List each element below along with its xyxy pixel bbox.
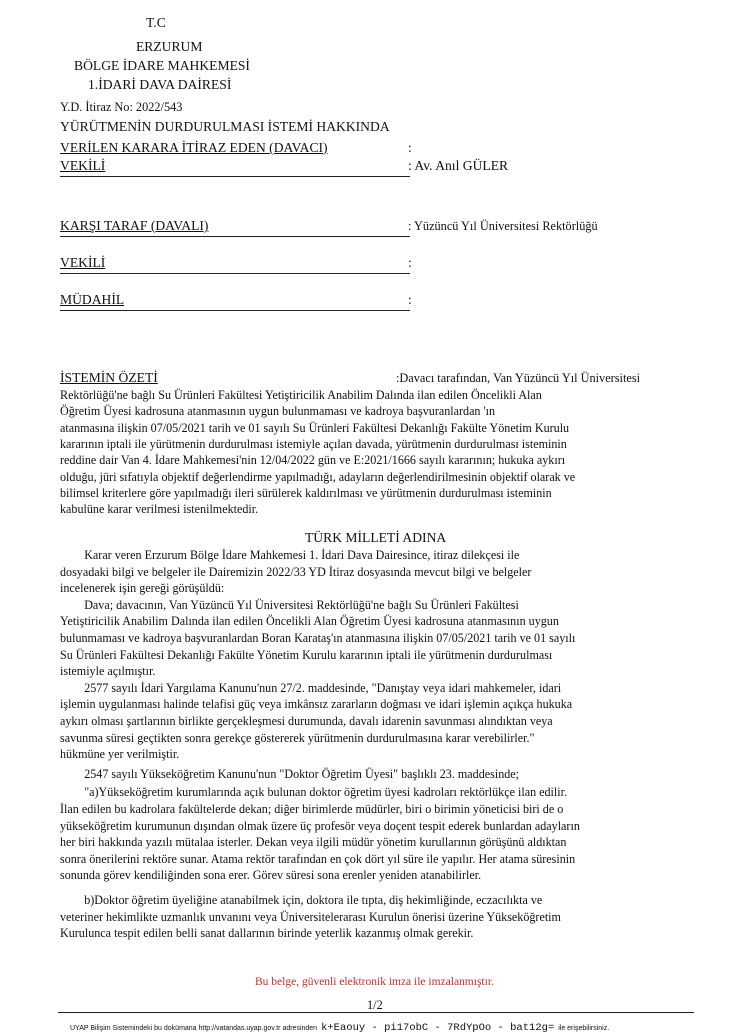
summary-line: olduğu, jüri sıfatıyla objektif değerlendirme yapılmadığı, adayların değerlendirilmesinin objektif olarak ve [60,469,576,484]
decision-line: Dava; davacının, Van Yüzüncü Yıl Üniversitesi Rektörlüğü'ne bağlı Su Ürünleri Fakültesi [60,597,519,612]
decision-line: dosyadaki bilgi ve belgeler ile Dairemizin 2022/33 YD İtiraz dosyasında mevcut bilgi ve belgeler [60,564,532,579]
decision-line: sonra önerilerini rektöre sunar. Atama rektör tarafından en çok dört yıl süre ile yapılır. Her atama süresinin [60,851,576,866]
footer-code: k+Eaouy - pi17obC - 7RdYpOo - bat12g= [321,1022,555,1034]
decision-line: savunma süresi geçtikten sonra gerekçe göstererek yürütmenin durdurulmasına karar verebilirler." [60,730,535,745]
summary-line: kabulüne karar verilmesi istenilmektedir. [60,502,259,517]
decision-line: Kurulunca tespit edilen belli sanat dallarının birinde yeterlik kazanmış olmak gerekir. [60,926,474,941]
summary-line: atanmasına ilişkin 07/05/2021 tarih ve 01 sayılı Su Ürünleri Fakültesi Dekanlığı Fakülte Yönetim Kurulu [60,420,570,435]
page-number: 1/2 [367,998,383,1012]
vekili2-label: VEKİLİ [60,255,106,270]
header-city: ERZURUM [136,39,203,54]
vekili-value: : Av. Anıl GÜLER [408,158,509,173]
footer-rule [58,1012,694,1013]
footer-line [70,1017,609,1035]
header-court: BÖLGE İDARE MAHKEMESİ [74,58,250,73]
decision-line: incelenerek işin gereği görüşüldü: [60,581,225,596]
mudahil-label: MÜDAHİL [60,292,125,307]
header-chamber: 1.İDARİ DAVA DAİRESİ [88,77,232,92]
decision-line: Karar veren Erzurum Bölge İdare Mahkemesi 1. İdari Dava Dairesince, itiraz dilekçesi ile [60,548,520,562]
decision-line: Su Ürünleri Fakültesi Dekanlığı Fakülte Yönetim Kurulu kararının iptali ile yürütmenin durdurulması [60,647,553,662]
parties-heading-line2: VERİLEN KARARA İTİRAZ EDEN (DAVACI) [60,140,328,155]
signature-note: Bu belge, güvenli elektronik imza ile imzalanmıştır. [255,976,494,988]
summary-line: kararının iptali ile yürütmenin durdurulması istemiyle açılan davada, yürütmenin durdurulması isteminin [60,436,567,451]
decision-line: "a)Yükseköğretim kurumlarında açık bulunan doktor öğretim üyesi kadroları rektörlükçe ilan edilir. [60,785,568,800]
mudahil-value: : [408,292,412,307]
case-number: Y.D. İtiraz No: 2022/543 [60,100,183,114]
decision-line: sonunda görev kendiliğinden sona erer. Görev süresi sona erenler yeniden atanabilirler. [60,868,482,883]
decision-line: İlan edilen bu kadrolara fakültelerde dekan; diğer birimlerde müdürler, biri o birimin yöneticisi biri de o [60,802,564,816]
decision-line: aykırı olması şartlarının birlikte gerçekleşmesi durumunda, davalı idarenin savunması alındıktan veya [60,714,553,728]
parties-rule [60,176,410,177]
karsi-taraf-label: KARŞI TARAF (DAVALI) [60,218,209,233]
parties-heading-colon: : [408,140,412,155]
decision-line: Yetiştiricilik Anabilim Dalında ilan edilen Öncelikli Alan Öğretim Üyesi kadrosuna atanmasının uygun [60,614,559,629]
karsi-taraf-value: : Yüzüncü Yıl Üniversitesi Rektörlüğü [408,219,598,233]
summary-line: bilimsel kriterlere göre yapılmadığı ileri sürülerek kaldırılması ve yürütmenin durdurulması isteminin [60,485,552,500]
vekili2-rule [60,273,410,274]
decision-line: b)Doktor öğretim üyeliğine atanabilmek için, doktora ile tıpta, diş hekimliğinde, eczacılıkta ve [60,893,543,907]
decision-line: bulunmaması ve kadroya başvuranlardan Boran Karataş'ın atanmasına ilişkin 07/05/2021 tarih ve 01 sayılı [60,631,576,645]
header-tc: T.C [146,15,166,30]
mudahil-rule [60,310,410,311]
decision-line: her biri hakkında yazılı mütalaa isterler. Dekan veya ilgili müdür yönetim kurullarının görüşünü aldıktan [60,835,567,850]
decision-line: 2547 sayılı Yükseköğretim Kanunu'nun "Doktor Öğretim Üyesi" başlıklı 23. maddesinde; [60,766,520,781]
vekili2-value: : [408,255,412,270]
summary-line: Öğretim Üyesi kadrosuna atanmasının uygun bulunmaması ve kadroya başvuranlardan 'ın [60,404,496,419]
decision-line: hükmüne yer verilmiştir. [60,747,180,762]
decision-line: 2577 sayılı İdari Yargılama Kanunu'nun 27/2. maddesinde, "Danıştay veya idari mahkemeler, idari [60,680,562,695]
summary-line: reddine dair Van 4. İdare Mahkemesi'nin 12/04/2022 gün ve E:2021/1666 sayılı kararının; hukuka aykırı [60,453,566,468]
decision-title: TÜRK MİLLETİ ADINA [305,530,447,545]
footer-suffix: ile erişebilirsiniz. [558,1025,610,1032]
decision-line: veteriner hekimlikte uzmanlık unvanını veya Üniversitelerarası Kurulun önerisi üzerine Yükseköğretim [60,909,561,924]
vekili-label: VEKİLİ [60,158,106,173]
decision-line: istemiyle açılmıştır. [60,664,156,679]
karsi-taraf-rule [60,236,410,237]
decision-line: yükseköğretim kurumunun dışından olmak üzere üç profesör veya doçent tespit ederek bunlardan adayların [60,818,580,833]
summary-first-line: :Davacı tarafından, Van Yüzüncü Yıl Üniversitesi [396,371,641,385]
summary-label: İSTEMİN ÖZETİ [60,370,158,385]
decision-line: işlemin uygulanması halinde telafisi güç veya imkânsız zararların doğması ve idari işlemin açıkça hukuka [60,697,573,712]
parties-heading-line1: YÜRÜTMENİN DURDURULMASI İSTEMİ HAKKINDA [60,119,390,134]
footer-prefix: UYAP Bilişim Sistemindeki bu dokümana http://vatandas.uyap.gov.tr adresinden [70,1025,318,1032]
summary-line: Rektörlüğü'ne bağlı Su Ürünleri Fakültesi Yetiştiricilik Anabilim Dalında ilan edilen Öncelikli Alan [60,388,542,402]
